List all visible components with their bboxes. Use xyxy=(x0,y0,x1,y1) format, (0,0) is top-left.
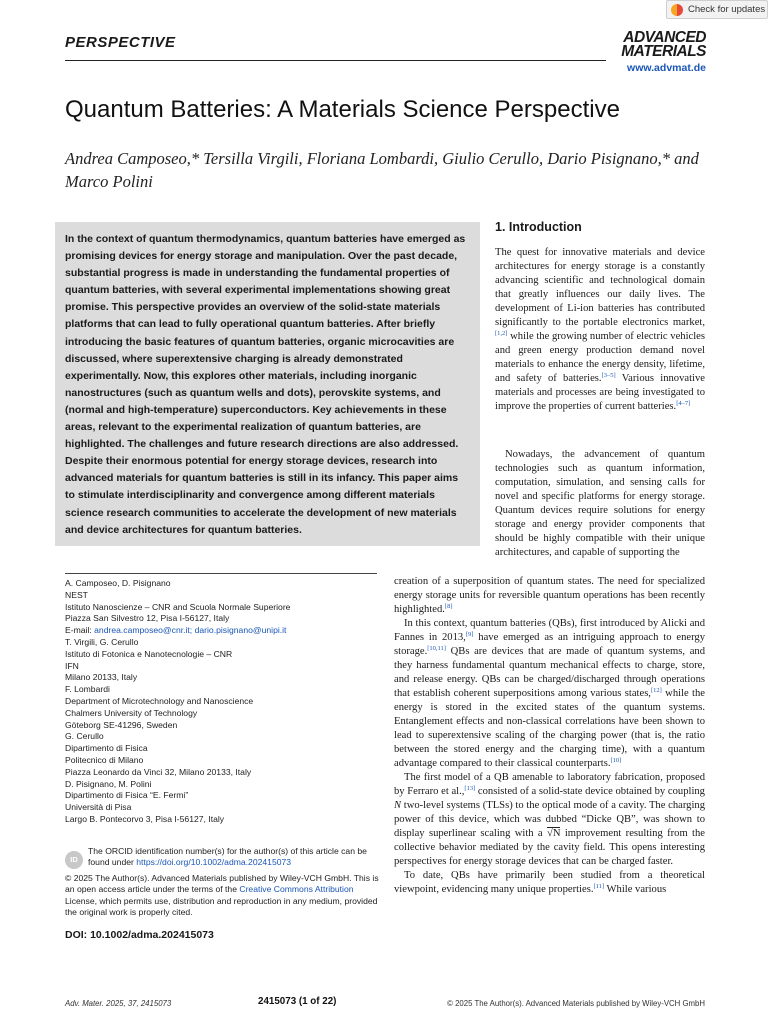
reference-link[interactable]: [8] xyxy=(444,603,453,610)
affiliation-line: Istituto Nanoscienze – CNR and Scuola Normale Superiore xyxy=(65,601,291,612)
affiliation-group xyxy=(65,779,380,826)
reference-link[interactable]: [11] xyxy=(593,883,605,890)
intro-wide-column xyxy=(394,575,705,897)
author-list: Andrea Camposeo,* Tersilla Virgili, Floriana Lombardi, Giulio Cerullo, Dario Pisignano,* and Marco Polini xyxy=(65,149,699,191)
intro-paragraph-1: The quest for innovative materials and device architectures for energy storage is a constantly advancing scientific and technological domain that greatly influences our daily lives. The development of Li-ion batteries has contributed significantly to the portable electronics market,[1,2] while the growing number of electric vehicles and green energy production demand novel materials to enhance the energy density, lifetime, and safety of batteries.[3–5] Various innovative materials and processes are being investigated to improve the properties of current batteries.[4–7] xyxy=(495,247,705,412)
reference-link[interactable]: [12] xyxy=(650,687,662,694)
affiliation-line: Istituto di Fotonica e Nanotecnologie – CNR xyxy=(65,648,233,659)
orcid-text: The ORCID identification number(s) for the author(s) of this article can be found under https://doi.org/10.1002/adma.202415073 xyxy=(88,846,367,868)
affiliation-line: Università di Pisa xyxy=(65,802,132,813)
intro-paragraph-4: The first model of a QB amenable to laboratory fabrication, proposed by Ferraro et al.,[13] consisted of a solid-state device obtained by coupling N two-level systems (TLSs) to the optical mode of a cavity. The charging power of this device, which was dubbed “Dicke QB”, was shown to display superlinear scaling with a √N improvement resulting from the collective behavior mediated by the cavity field. This opens interesting perspectives for energy storage devices that can be charged faster. xyxy=(394,772,705,867)
journal-logo-line1: ADVANCED xyxy=(623,29,706,46)
check-for-updates-label: Check for updates xyxy=(688,4,766,15)
footer-page-number: 2415073 (1 of 22) xyxy=(258,996,337,1007)
section-heading-introduction: 1. Introduction xyxy=(495,220,582,234)
affiliation-line: Piazza Leonardo da Vinci 32, Milano 20133, Italy xyxy=(65,766,252,777)
orcid-link[interactable]: https://doi.org/10.1002/adma.202415073 xyxy=(136,857,292,868)
affiliation-line: IFN xyxy=(65,660,79,671)
intro-paragraph-5: To date, QBs have primarily been studied from a theoretical viewpoint, evidencing many unique properties.[11] While various xyxy=(394,870,705,895)
affiliation-line: Milano 20133, Italy xyxy=(65,672,138,683)
affiliation-divider xyxy=(65,573,377,574)
affiliation-line: Göteborg SE-41296, Sweden xyxy=(65,719,178,730)
affiliations xyxy=(65,578,380,826)
reference-link[interactable]: [9] xyxy=(465,631,474,638)
footer-copyright: © 2025 The Author(s). Advanced Materials published by Wiley-VCH GmbH xyxy=(447,999,705,1008)
affiliation-group xyxy=(65,731,380,778)
affiliation-group xyxy=(65,637,380,684)
affiliation-line: Department of Microtechnology and Nanoscience xyxy=(65,695,254,706)
reference-link[interactable]: [10] xyxy=(610,757,622,764)
abstract-box xyxy=(55,222,480,546)
section-label: PERSPECTIVE xyxy=(65,34,176,51)
affiliation-line: Dipartimento di Fisica xyxy=(65,743,148,754)
abstract-text: In the context of quantum thermodynamics, quantum batteries have emerged as promising devices for energy storage and manipulation. Over the past decade, substantial progress is made in understanding the fundamental properties of quantum batteries, with several experimental implementations showing great promise. This perspective provides an overview of the solid-state materials platforms that can lead to fully operational quantum batteries. After briefly introducing the basic features of quantum batteries, organic microcavities are discussed, where superextensive charging is already demonstrated experimentally. Now, this explores other materials, including inorganic nanostructures (such as quantum wells and dots), perovskite systems, and (normal and high-temperature) superconductors. Key achievements in these areas, relevant to the experimental realization of quantum batteries, are highlighted. The challenges and future research directions are also addressed. Despite their enormous potential for energy storage devices, research into advanced materials for quantum batteries is still in its infancy. This paper aims to stimulate interdisciplinarity and convergence among different materials science research communities to accelerate the development of new materials and device architectures for quantum batteries. xyxy=(65,233,466,536)
affiliation-group xyxy=(65,684,380,731)
reference-link[interactable]: [4–7] xyxy=(676,400,691,407)
affiliation-line: Largo B. Pontecorvo 3, Pisa I-56127, Italy xyxy=(65,813,225,824)
intro-paragraph-2-continued: creation of a superposition of quantum states. The need for specialized energy storage units for reversible quantum operations has been recently highlighted.[8] xyxy=(394,576,705,615)
affiliation-line: NEST xyxy=(65,589,88,600)
sqrt-n-expression: √N xyxy=(547,828,561,839)
journal-logo-line2: MATERIALS xyxy=(621,43,706,60)
affiliation-names: T. Virgili, G. Cerullo xyxy=(65,636,139,647)
affiliation-line: Politecnico di Milano xyxy=(65,754,144,765)
journal-logo xyxy=(621,31,706,59)
reference-link[interactable]: [1,2] xyxy=(495,330,508,337)
orcid-icon: ID xyxy=(65,851,83,869)
article-doi: DOI: 10.1002/adma.202415073 xyxy=(65,929,214,941)
intro-paragraph-2: Nowadays, the advancement of quantum technologies such as quantum information, computation, simulation, and sensing calls for novel and specific platforms for energy storage. Quantum devices require solutions for energy storage and energy provider components that should be highly compatible with their unique architectures, and capable of supporting the xyxy=(495,449,705,558)
affiliation-email: E-mail: andrea.camposeo@cnr.it; dario.pisignano@unipi.it xyxy=(65,625,287,636)
affiliation-line: Piazza San Silvestro 12, Pisa I-56127, Italy xyxy=(65,613,230,624)
article-title: Quantum Batteries: A Materials Science Perspective xyxy=(65,96,620,123)
intro-paragraph-3: In this context, quantum batteries (QBs), first introduced by Alicki and Fannes in 2013,[9] have emerged as an intriguing approach to energy storage.[10,11] QBs are devices that are made of quantum systems, and they harness fundamental quantum mechanical effects to charge, store, and release energy. QBs can be charged/discharged through operations that establish coherent superpositions among various states,[12] while the energy is stored in the excited states of the quantum systems. Entanglement effects and non-classical correlations have been shown to lead to superextensive scaling of the charging power (that is, the ratio between the stored energy and the charging time), with a quantum advantage compared to their classical counterparts.[10] xyxy=(394,618,706,769)
check-for-updates-button[interactable] xyxy=(666,0,768,19)
reference-link[interactable]: [10,11] xyxy=(427,645,446,652)
header-divider xyxy=(65,60,606,61)
affiliation-group xyxy=(65,578,380,637)
orcid-note xyxy=(65,846,380,869)
affiliation-names: G. Cerullo xyxy=(65,731,104,742)
reference-link[interactable]: [3–5] xyxy=(601,372,616,379)
affiliation-line: Dipartimento di Fisica “E. Fermi” xyxy=(65,790,189,801)
license-note: © 2025 The Author(s). Advanced Materials published by Wiley-VCH GmbH. This is an open access article under the terms of the Creative Commons Attribution License, which permits use, distribution and reproduction in any medium, provided the original work is properly cited. xyxy=(65,873,379,918)
crossmark-icon xyxy=(671,4,683,16)
affiliation-names: D. Pisignano, M. Polini xyxy=(65,778,152,789)
footer-citation: Adv. Mater. 2025, 37, 2415073 xyxy=(65,999,172,1008)
email-link[interactable]: andrea.camposeo@cnr.it; dario.pisignano@unipi.it xyxy=(94,625,287,636)
affiliation-names: F. Lombardi xyxy=(65,684,110,695)
reference-link[interactable]: [13] xyxy=(464,785,476,792)
creative-commons-link[interactable]: Creative Commons Attribution xyxy=(239,884,354,895)
affiliation-names: A. Camposeo, D. Pisignano xyxy=(65,578,171,588)
affiliation-line: Chalmers University of Technology xyxy=(65,707,198,718)
journal-url-link[interactable]: www.advmat.de xyxy=(627,62,706,74)
